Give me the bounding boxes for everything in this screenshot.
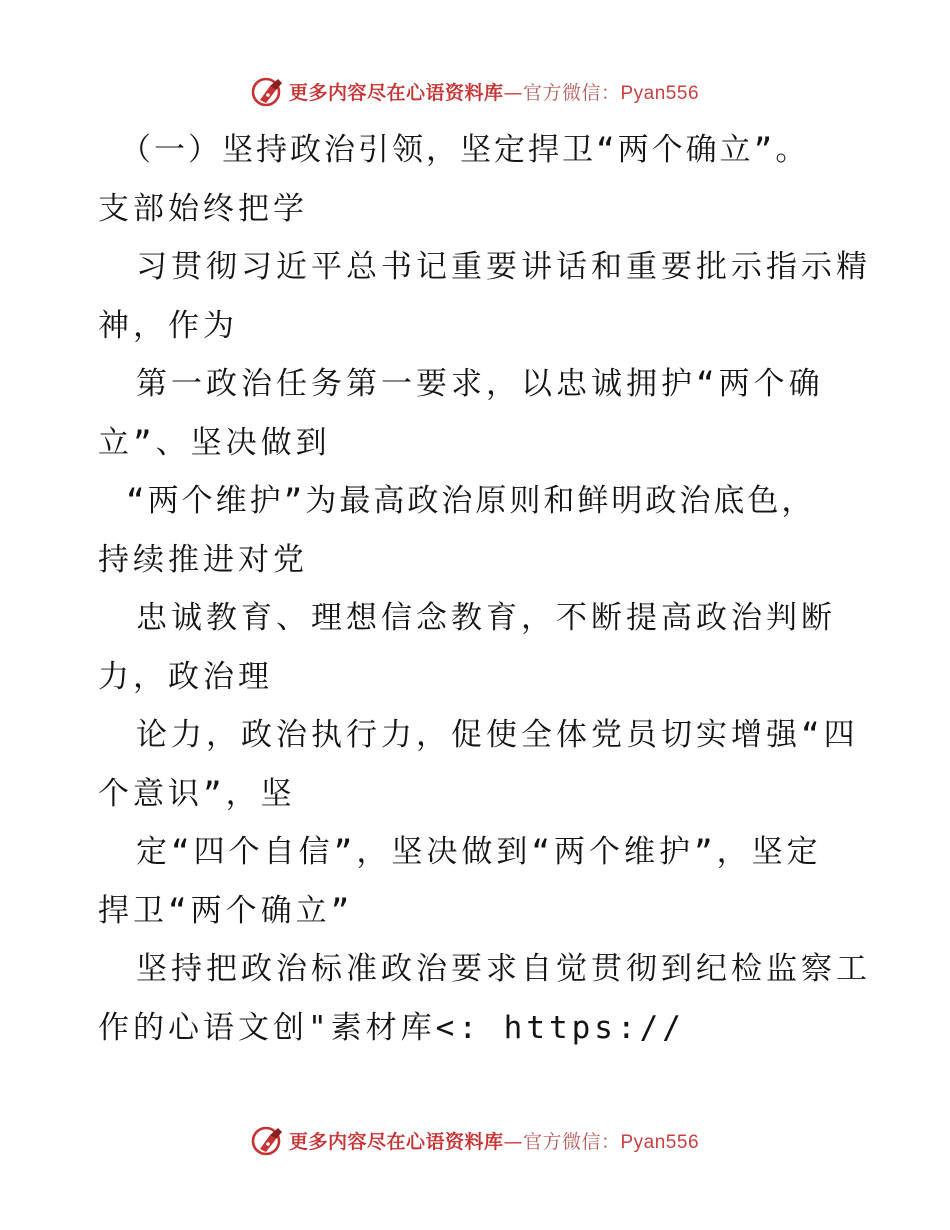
- pen-nib-logo-icon: [251, 1123, 285, 1157]
- text-line: 力，政治理: [98, 658, 273, 695]
- watermark-main-text: 更多内容尽在心语资料库: [288, 1130, 504, 1153]
- document-body: [98, 121, 871, 1057]
- watermark-wechat-id: Pyan556: [620, 1131, 700, 1153]
- text-line: 捍卫“两个确立”: [98, 892, 354, 929]
- text-line: 第一政治任务第一要求，以忠诚拥护“两个确: [136, 366, 824, 402]
- watermark-wechat-label: 官方微信：: [522, 81, 621, 104]
- text-line: 坚持把政治标准政治要求自觉贯彻到纪检监察工: [136, 951, 871, 987]
- text-line: 个意识”，坚: [98, 775, 296, 812]
- text-line: 立”、坚决做到: [98, 424, 331, 461]
- watermark-banner-top: [0, 71, 950, 111]
- watermark-separator: —: [503, 1130, 523, 1153]
- watermark-wechat-label: 官方微信：: [522, 1130, 621, 1153]
- text-line: 论力，政治执行力，促使全体党员切实增强“四: [136, 717, 859, 753]
- text-line: 神，作为: [98, 307, 238, 344]
- watermark-text: [289, 78, 699, 105]
- text-line: 定“四个自信”，坚决做到“两个维护”，坚定: [136, 834, 822, 870]
- text-line: 作的心语文创"素材库<: https://: [98, 1009, 685, 1046]
- watermark-separator: —: [503, 81, 523, 104]
- text-line: （一）坚持政治引领，坚定捍卫“两个确立”。: [120, 132, 810, 168]
- pen-nib-logo-icon: [251, 74, 285, 108]
- text-line: “两个维护”为最高政治原则和鲜明政治底色，: [126, 483, 816, 519]
- watermark-wechat-id: Pyan556: [620, 82, 700, 104]
- text-line: 忠诚教育、理想信念教育，不断提高政治判断: [136, 600, 836, 636]
- watermark-text: [289, 1127, 699, 1154]
- text-line: 习贯彻习近平总书记重要讲话和重要批示指示精: [136, 249, 871, 285]
- watermark-banner-bottom: [0, 1120, 950, 1160]
- text-line: 支部始终把学: [98, 190, 308, 227]
- watermark-main-text: 更多内容尽在心语资料库: [288, 81, 504, 104]
- text-line: 持续推进对党: [98, 541, 308, 578]
